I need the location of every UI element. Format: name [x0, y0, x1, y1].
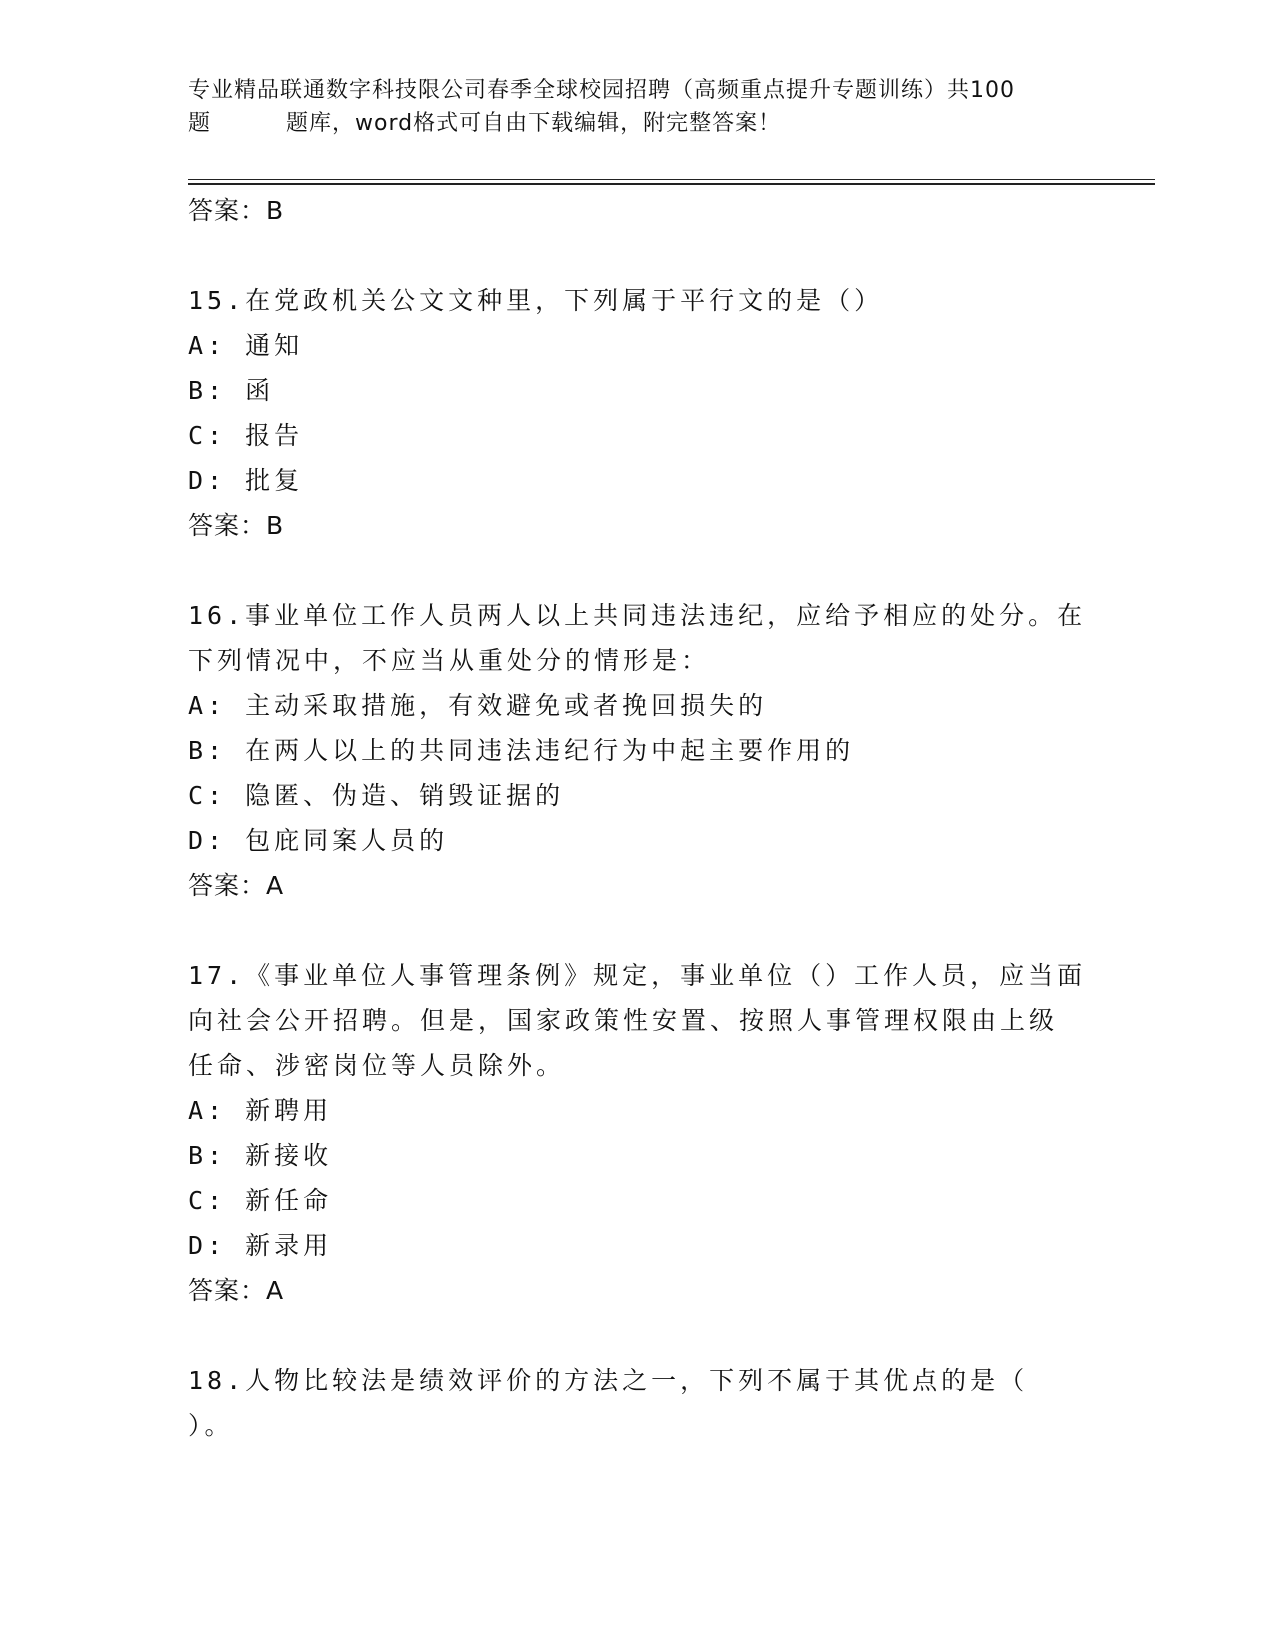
header-divider-thick [188, 183, 1155, 185]
option-a: A: 新聘用 [188, 1096, 333, 1125]
option-c: C: 新任命 [188, 1186, 333, 1215]
answer-line: 答案：B [188, 511, 285, 540]
question-18 [188, 1358, 1088, 1448]
question-text: 15.在党政机关公文文种里，下列属于平行文的是（） [188, 286, 884, 315]
answer-line: 答案：A [188, 1276, 285, 1305]
header-line-1: 专业精品联通数字科技限公司春季全球校园招聘（高频重点提升专题训练）共100 [188, 78, 1015, 103]
option-c: C: 报告 [188, 421, 304, 450]
question-text: 16.事业单位工作人员两人以上共同违法违纪，应给予相应的处分。在 [188, 601, 1087, 630]
option-d: D: 批复 [188, 466, 304, 495]
question-text: 17.《事业单位人事管理条例》规定，事业单位（）工作人员，应当面 [188, 961, 1087, 990]
document-body [188, 188, 1088, 1448]
question-text: 向社会公开招聘。但是，国家政策性安置、按照人事管理权限由上级 [188, 1006, 1059, 1035]
option-d: D: 新录用 [188, 1231, 333, 1260]
option-b: B: 在两人以上的共同违法违纪行为中起主要作用的 [188, 736, 855, 765]
question-text: ）。 [188, 1411, 234, 1440]
answer-line: 答案：B [188, 196, 285, 225]
question-text: 下列情况中，不应当从重处分的情形是： [188, 646, 711, 675]
option-b: B: 函 [188, 376, 275, 405]
option-b: B: 新接收 [188, 1141, 333, 1170]
option-a: A: 通知 [188, 331, 304, 360]
answer-line: 答案：A [188, 871, 285, 900]
question-text: 任命、涉密岗位等人员除外。 [188, 1051, 566, 1080]
question-text: 18.人物比较法是绩效评价的方法之一，下列不属于其优点的是（ [188, 1366, 1029, 1395]
option-a: A: 主动采取措施，有效避免或者挽回损失的 [188, 691, 768, 720]
option-d: D: 包庇同案人员的 [188, 826, 449, 855]
header-divider-thin [188, 179, 1155, 180]
header-line-2-right: 题库，word格式可自由下载编辑，附完整答案！ [286, 111, 782, 136]
header-line-2 [188, 107, 1088, 140]
option-c: C: 隐匿、伪造、销毁证据的 [188, 781, 565, 810]
header-line-2-left: 题 [188, 111, 212, 136]
question-15 [188, 278, 1088, 548]
question-16 [188, 593, 1088, 908]
question-17 [188, 953, 1088, 1313]
page-header [188, 74, 1088, 140]
